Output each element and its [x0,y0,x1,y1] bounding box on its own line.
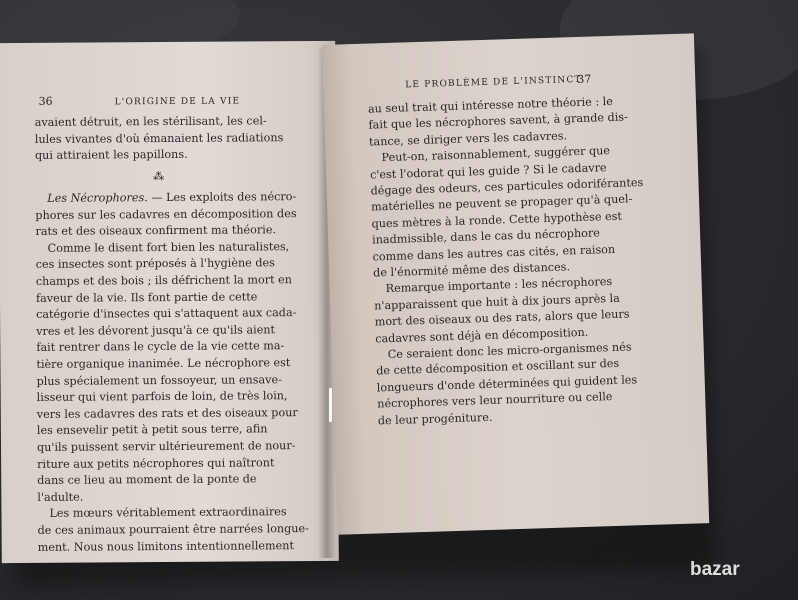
running-head: L'ORIGINE DE LA VIE [114,96,241,108]
running-head: LE PROBLÈME DE L'INSTINCT [405,74,582,91]
text-line: fait rentrer dans le cycle de la vie cette ma- [36,339,285,355]
text-line: qui attiraient les papillons. [34,148,188,163]
binding-stitch [329,388,332,422]
section-asterism: ⁂ [153,170,166,184]
page-number: 36 [38,94,53,108]
text-block [35,190,315,554]
text-line: qu'ils puissent servir ultérieurement de nour- [36,439,296,454]
text-line: longueurs d'onde déterminées qui guident les [376,373,638,395]
text-line: vres et les dévorent jusqu'à ce qu'ils aient [36,323,276,338]
text-line: tière organique inanimée. Le nécrophore est [36,356,291,371]
text-line: de l'énormité même des distances. [372,260,571,280]
page-number: 37 [577,72,592,86]
text-line: de cette décomposition et oscillant sur des [376,357,620,378]
text-line: ques mètres à la ronde. Cette hypothèse est [371,209,623,231]
text-line: faveur de la vie. Ils font partie de cette [35,289,258,305]
text-line: inadmissible, dans le cas du nécrophore [371,226,601,247]
text-line: matérielles ne peuvent se propager qu'à quel- [370,192,633,214]
text-block [34,114,315,163]
bazar-logo [690,556,786,582]
text-line: ment. Nous nous limitons intentionnellement [37,538,294,554]
text-line: vers les cadavres des rats et des oiseaux pour [36,405,298,421]
text-line: n'apparaissent que huit à dix jours après la [374,291,621,313]
text-line: Les mœurs véritablement extraordinaires [49,505,287,521]
text-line: avaient détruit, en les stérilisant, les cel- [34,114,267,129]
text-line: cadavres sont déjà en décomposition. [375,325,589,346]
text-line: Ce seraient donc les micro-organismes nés [387,340,632,362]
right-page [322,33,709,534]
text-line: nécrophores vers leur nourriture ou celle [377,390,613,411]
text-line: Les Nécrophores. — Les exploits des nécro- [47,190,297,205]
text-line: Peut-on, raisonnablement, suggérer que [381,144,611,165]
logo-wordmark: bazar [690,559,740,580]
text-line: ces insectes sont préposés à l'hygiène des [35,256,275,272]
text-line: comme dans les autres cas cités, en raison [372,242,616,264]
text-line: fait que les nécrophores savent, à grande dis- [368,110,629,132]
section-heading: Les Nécrophores. [47,191,148,205]
text-block [367,94,678,428]
text-line: de ces animaux pourraient être narrées longue- [37,522,309,537]
text-line: plus spécialement un fossoyeur, un ensave- [36,372,282,388]
text-line: tance, se diriger vers les cadavres. [368,129,568,149]
text-line: lisseur qui vient parfois de loin, de très loin, [36,389,288,405]
text-line: au seul trait qui intéresse notre théorie : le [367,94,614,116]
left-page [0,41,339,563]
text-line: mort des oiseaux ou des rats, alors que leurs [374,307,630,329]
text-line: les ensevelir petit à petit sous terre, afin [36,422,268,438]
text-line: phores sur les cadavres en décomposition des [35,206,297,222]
text-line: catégorie d'insectes qui s'attaquent aux cada- [36,306,297,322]
text-line: dans ce lieu au moment de la ponte de [37,472,257,488]
text-line: Comme le disent fort bien les naturalistes, [47,239,290,255]
text-line: Remarque importante : les nécrophores [385,275,613,296]
text-line: l'adulte. [37,490,84,504]
text-line: de leur progéniture. [377,410,493,428]
text-line: dégage des odeurs, ces particules odoriférantes [370,175,644,198]
text-line: c'est l'odorat qui les guide ? Si le cadavre [369,160,607,182]
text-line: rats et des oiseaux confirment ma théorie. [35,223,277,239]
text-line: riture aux petits nécrophores qui naîtront [37,455,275,471]
text-line: lules vivantes d'où émanaient les radiations [34,130,284,146]
text-line: champs et des bois ; ils défrichent la mort en [35,273,292,288]
